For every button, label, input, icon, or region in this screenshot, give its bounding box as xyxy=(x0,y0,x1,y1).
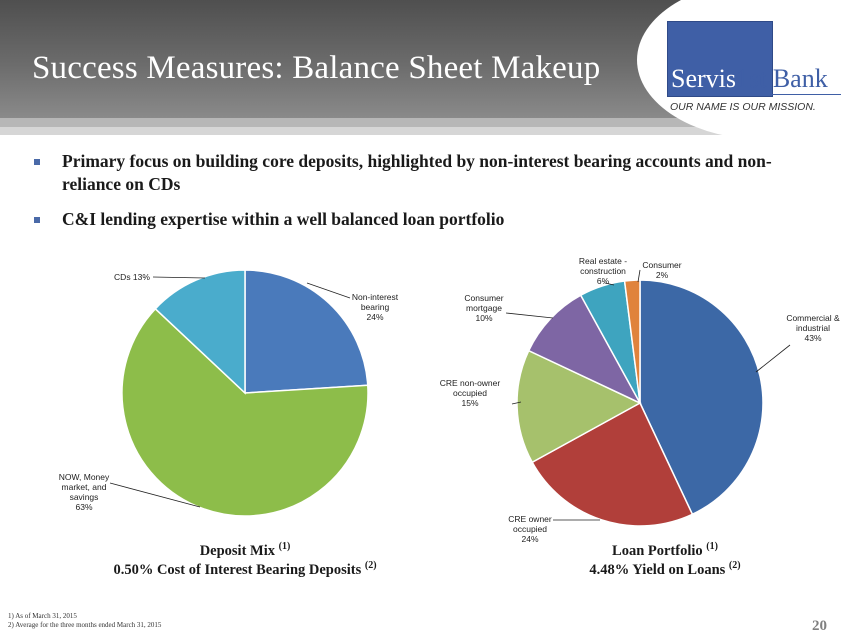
tagline: OUR NAME IS OUR MISSION. xyxy=(670,101,816,113)
deposit-mix-caption xyxy=(60,541,430,579)
logo-word1: Servis xyxy=(671,64,736,93)
loan-pie xyxy=(440,256,840,544)
footnote-1: 1) As of March 31, 2015 xyxy=(8,612,77,620)
loan-title-footnote: (1) xyxy=(706,541,718,552)
deposit-slice-label-1: NOW, Money market, and savings 63% xyxy=(58,472,110,512)
loan-portfolio-caption xyxy=(480,541,850,579)
footnote-2: 2) Average for the three months ended March 31, 2015 xyxy=(8,621,162,629)
loan-slice-label-2: CRE non-owner occupied 15% xyxy=(439,378,501,408)
loan-slice-label-3: Consumer mortgage 10% xyxy=(464,293,504,323)
loan-slice-label-5: Consumer 2% xyxy=(642,260,682,280)
bullet-text: C&I lending expertise within a well balanced loan portfolio xyxy=(62,209,505,229)
loan-leader-line-3 xyxy=(506,313,553,318)
page-number: 20 xyxy=(812,618,827,634)
bullet-text: Primary focus on building core deposits, highlighted by non-interest bearing accounts and non-reliance on CDs xyxy=(62,151,772,194)
deposit-slice-label-0: Non-interest bearing 24% xyxy=(351,292,399,322)
loan-sub-footnote: (2) xyxy=(728,559,741,571)
deposit-mix-title: Deposit Mix xyxy=(199,542,275,559)
deposit-slice-label-2: CDs 13% xyxy=(114,272,150,282)
loan-slice-label-0: Commercial & industrial 43% xyxy=(786,313,840,343)
deposit-cost-text: 0.50% Cost of Interest Bearing Deposits xyxy=(113,561,362,578)
deposit-pie xyxy=(59,270,399,516)
footnotes xyxy=(8,612,161,630)
loan-slice-label-4: Real estate -construction 6% xyxy=(578,256,628,286)
deposit-sub-footnote: (2) xyxy=(364,559,377,571)
loan-portfolio-title: Loan Portfolio xyxy=(612,542,703,559)
logo-word2: 1st Bank xyxy=(736,64,828,93)
deposit-title-footnote: (1) xyxy=(278,541,291,552)
loan-leader-line-0 xyxy=(756,345,790,372)
deposit-slice-0 xyxy=(245,270,368,393)
loan-slice-label-1: CRE owner occupied 24% xyxy=(508,514,552,544)
page-title: Success Measures: Balance Sheet Makeup xyxy=(32,50,601,86)
loan-yield-text: 4.48% Yield on Loans xyxy=(589,561,726,578)
deposit-leader-line-2 xyxy=(153,277,205,278)
